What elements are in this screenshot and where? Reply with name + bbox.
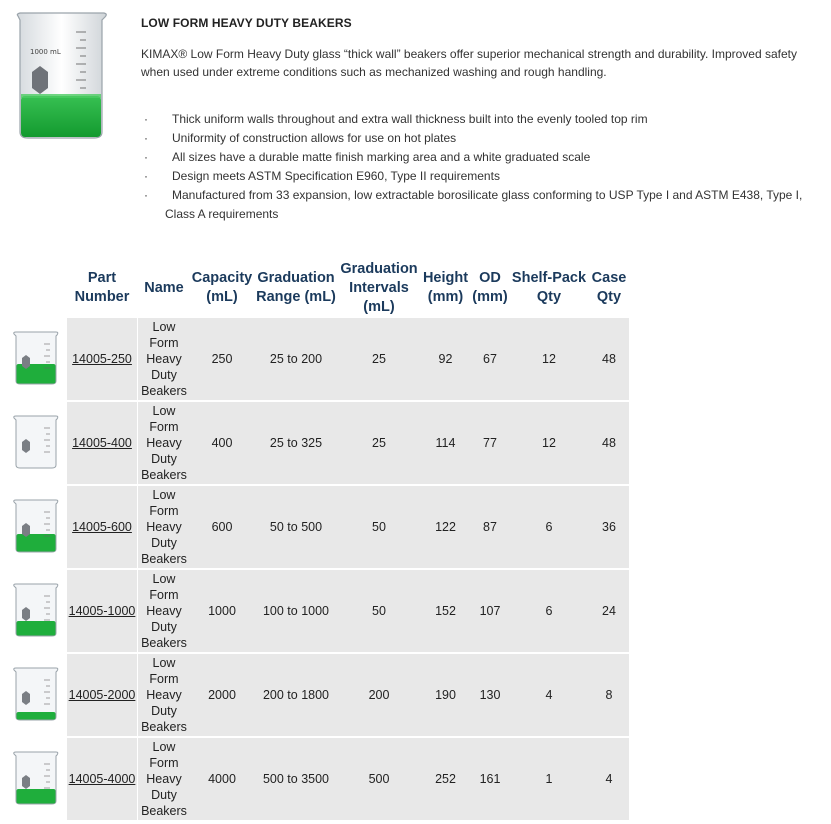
cell-intervals: [338, 570, 420, 652]
cell-value: 24: [602, 604, 616, 618]
cell-shelf: [509, 402, 589, 484]
bullet-marker: ·: [144, 112, 148, 126]
cell-value: Low Form Heavy Duty Beakers: [141, 656, 187, 734]
part-number-link[interactable]: 14005-1000: [68, 604, 136, 618]
cell-od: [471, 402, 509, 484]
cell-name: [138, 402, 190, 484]
header-part-number: Part Number: [74, 270, 130, 305]
cell-height: [420, 318, 471, 400]
cell-case: [589, 486, 629, 568]
cell-range: [254, 402, 338, 484]
part-number-link[interactable]: 14005-600: [72, 520, 132, 534]
cell-intervals: [338, 318, 420, 400]
cell-value: 107: [479, 604, 501, 618]
cell-value: 6: [545, 520, 553, 534]
beaker-thumbnail: [10, 496, 62, 556]
header-height: Height (mm): [422, 270, 469, 305]
cell-shelf: [509, 570, 589, 652]
cell-case: [589, 738, 629, 820]
feature-text: Manufactured from 33 expansion, low extractable borosilicate glass conforming to USP Type I and ASTM E438, Type I,: [172, 188, 803, 202]
cell-value: 161: [479, 772, 501, 786]
cell-case: [589, 654, 629, 736]
cell-height: [420, 402, 471, 484]
cell-value: 67: [483, 352, 497, 366]
cell-value: 100 to 1000: [262, 604, 330, 618]
cell-name: [138, 486, 190, 568]
cell-value: 152: [435, 604, 456, 618]
cell-name: [138, 318, 190, 400]
cell-od: [471, 738, 509, 820]
cell-intervals: [338, 402, 420, 484]
cell-intervals: [338, 738, 420, 820]
cell-part: [67, 318, 137, 400]
header-graduation-range: Graduation Range (mL): [256, 270, 336, 305]
cell-capacity: [190, 738, 254, 820]
beaker-image: [12, 10, 110, 140]
feature-item: [141, 186, 821, 224]
cell-value: 2000: [208, 688, 236, 702]
header-case-qty: Case Qty: [591, 270, 627, 305]
cell-intervals: [338, 654, 420, 736]
bullet-marker: ·: [144, 150, 148, 164]
cell-value: 122: [435, 520, 456, 534]
cell-value: 8: [605, 688, 613, 702]
cell-range: [254, 570, 338, 652]
feature-item: [141, 110, 821, 129]
cell-value: Low Form Heavy Duty Beakers: [141, 740, 187, 818]
part-number-link[interactable]: 14005-4000: [68, 772, 136, 786]
cell-name: [138, 738, 190, 820]
cell-value: Low Form Heavy Duty Beakers: [141, 488, 187, 566]
header-graduation-intervals: Graduation Intervals (mL): [340, 260, 418, 315]
cell-value: 252: [435, 772, 456, 786]
cell-value: 87: [483, 520, 497, 534]
part-number-link[interactable]: 14005-250: [72, 352, 132, 366]
cell-part: [67, 654, 137, 736]
cell-value: Low Form Heavy Duty Beakers: [141, 404, 187, 482]
cell-capacity: [190, 654, 254, 736]
header-capacity: Capacity (mL): [191, 270, 253, 305]
cell-range: [254, 486, 338, 568]
cell-height: [420, 738, 471, 820]
cell-capacity: [190, 570, 254, 652]
cell-range: [254, 654, 338, 736]
feature-text: All sizes have a durable matte finish marking area and a white graduated scale: [172, 150, 591, 164]
cell-value: 25 to 325: [269, 436, 323, 450]
cell-case: [589, 402, 629, 484]
cell-value: 4000: [208, 772, 236, 786]
feature-text: Uniformity of construction allows for use on hot plates: [172, 131, 457, 145]
cell-value: 400: [211, 436, 233, 450]
bullet-marker: ·: [144, 188, 148, 202]
beaker-thumbnail: [10, 412, 62, 472]
cell-od: [471, 318, 509, 400]
cell-value: 6: [545, 604, 553, 618]
cell-shelf: [509, 486, 589, 568]
cell-capacity: [190, 318, 254, 400]
beaker-thumbnail: [10, 664, 62, 724]
cell-value: 190: [435, 688, 456, 702]
cell-capacity: [190, 486, 254, 568]
cell-value: 77: [483, 436, 497, 450]
part-number-link[interactable]: 14005-2000: [68, 688, 136, 702]
cell-value: 500: [368, 772, 390, 786]
cell-value: 114: [435, 436, 456, 450]
feature-item: [141, 148, 821, 167]
header-shelf-pack-qty: Shelf-Pack Qty: [511, 270, 587, 305]
cell-value: Low Form Heavy Duty Beakers: [141, 572, 187, 650]
cell-value: 250: [211, 352, 233, 366]
beaker-thumbnail: [10, 580, 62, 640]
cell-name: [138, 654, 190, 736]
feature-text-continuation: Class A requirements: [165, 207, 279, 221]
product-description: KIMAX® Low Form Heavy Duty glass “thick wall” beakers offer superior mechanical strength and durability. Improved safety when used under extreme conditions such as mechanized washing and rough handling.: [141, 47, 797, 79]
cell-value: 50: [372, 604, 386, 618]
cell-height: [420, 486, 471, 568]
cell-value: 12: [542, 352, 556, 366]
beaker-thumbnail: [10, 748, 62, 808]
feature-text: Design meets ASTM Specification E960, Type II requirements: [172, 169, 500, 183]
cell-range: [254, 738, 338, 820]
cell-value: 48: [602, 436, 616, 450]
cell-name: [138, 570, 190, 652]
beaker-volume-label: 1000 mL: [30, 48, 61, 56]
cell-value: 48: [602, 352, 616, 366]
cell-part: [67, 486, 137, 568]
cell-value: 25 to 200: [269, 352, 323, 366]
part-number-link[interactable]: 14005-400: [72, 436, 132, 450]
beaker-thumbnail: [10, 328, 62, 388]
feature-item: [141, 129, 821, 148]
cell-intervals: [338, 486, 420, 568]
cell-value: 25: [372, 436, 386, 450]
cell-shelf: [509, 318, 589, 400]
cell-value: 25: [372, 352, 386, 366]
cell-part: [67, 570, 137, 652]
cell-od: [471, 654, 509, 736]
cell-case: [589, 570, 629, 652]
feature-list: [141, 110, 821, 224]
cell-value: 500 to 3500: [262, 772, 330, 786]
cell-value: 1000: [208, 604, 236, 618]
cell-case: [589, 318, 629, 400]
cell-value: 4: [545, 688, 553, 702]
cell-value: 1: [545, 772, 553, 786]
cell-value: Low Form Heavy Duty Beakers: [141, 320, 187, 398]
cell-od: [471, 486, 509, 568]
cell-value: 12: [542, 436, 556, 450]
cell-value: 50: [372, 520, 386, 534]
page-title: LOW FORM HEAVY DUTY BEAKERS: [141, 16, 352, 30]
cell-height: [420, 654, 471, 736]
cell-height: [420, 570, 471, 652]
cell-shelf: [509, 738, 589, 820]
header-od: OD (mm): [472, 270, 508, 305]
cell-value: 4: [605, 772, 613, 786]
feature-item: [141, 167, 821, 186]
bullet-marker: ·: [144, 131, 148, 145]
cell-value: 200: [368, 688, 390, 702]
cell-value: 200 to 1800: [262, 688, 330, 702]
cell-value: 92: [438, 352, 453, 366]
cell-od: [471, 570, 509, 652]
cell-capacity: [190, 402, 254, 484]
cell-value: 50 to 500: [269, 520, 323, 534]
cell-part: [67, 402, 137, 484]
cell-part: [67, 738, 137, 820]
cell-value: 36: [602, 520, 616, 534]
cell-value: 130: [479, 688, 501, 702]
header-name: Name: [144, 279, 184, 296]
feature-text: Thick uniform walls throughout and extra wall thickness built into the evenly tooled top rim: [172, 112, 648, 126]
bullet-marker: ·: [144, 169, 148, 183]
cell-range: [254, 318, 338, 400]
cell-shelf: [509, 654, 589, 736]
cell-value: 600: [211, 520, 233, 534]
